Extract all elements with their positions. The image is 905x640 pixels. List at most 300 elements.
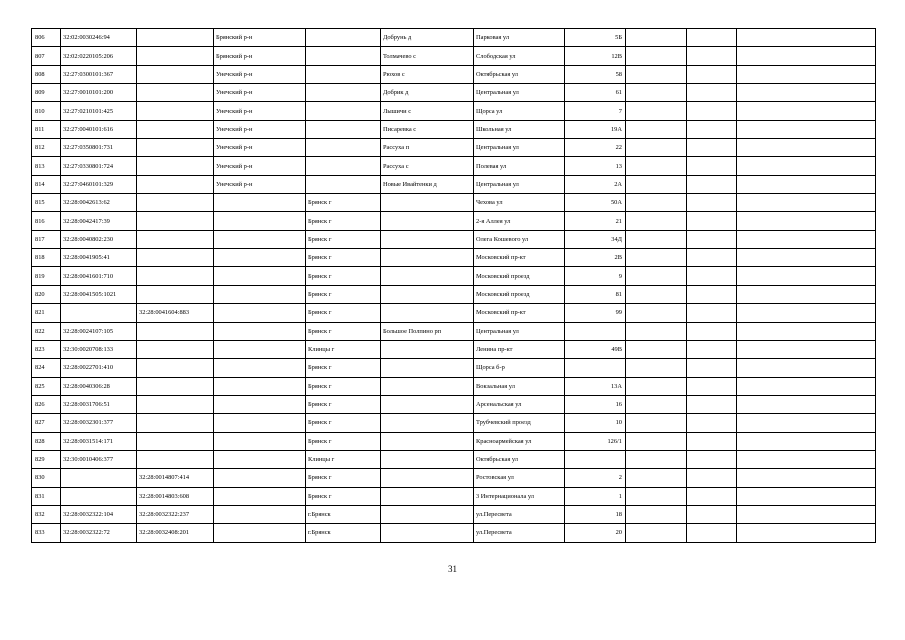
house-number-cell: 2	[565, 469, 626, 487]
street-cell: Московский пр-кт	[474, 249, 565, 267]
extra-2-cell	[687, 29, 737, 47]
row-number-cell: 812	[32, 139, 61, 157]
extra-1-cell	[626, 120, 687, 138]
table-row	[32, 469, 876, 487]
district-cell	[214, 249, 306, 267]
district-cell	[214, 395, 306, 413]
extra-2-cell	[687, 505, 737, 523]
table-row	[32, 194, 876, 212]
cadastral-number-alt-cell	[137, 414, 214, 432]
street-cell: Октябрьская ул	[474, 450, 565, 468]
row-number-cell: 831	[32, 487, 61, 505]
extra-1-cell	[626, 139, 687, 157]
city-cell: Брянск г	[306, 395, 381, 413]
city-cell	[306, 120, 381, 138]
extra-3-cell	[737, 249, 876, 267]
cadastral-number-cell: 32:27:0460101:329	[61, 175, 137, 193]
city-cell	[306, 102, 381, 120]
house-number-cell: 12В	[565, 47, 626, 65]
cadastral-number-cell: 32:27:0010101:200	[61, 84, 137, 102]
city-cell	[306, 139, 381, 157]
extra-2-cell	[687, 322, 737, 340]
settlement-cell: Толмачево с	[381, 47, 474, 65]
extra-1-cell	[626, 487, 687, 505]
extra-2-cell	[687, 84, 737, 102]
cadastral-number-alt-cell	[137, 84, 214, 102]
cadastral-number-alt-cell	[137, 212, 214, 230]
settlement-cell	[381, 505, 474, 523]
settlement-cell	[381, 524, 474, 542]
row-number-cell: 817	[32, 230, 61, 248]
house-number-cell: 81	[565, 285, 626, 303]
row-number-cell: 807	[32, 47, 61, 65]
district-cell	[214, 450, 306, 468]
cadastral-number-cell: 32:28:0022701:410	[61, 359, 137, 377]
cadastral-number-cell: 32:30:0010406:377	[61, 450, 137, 468]
extra-2-cell	[687, 194, 737, 212]
cadastral-number-alt-cell: 32:28:0014807:414	[137, 469, 214, 487]
row-number-cell: 815	[32, 194, 61, 212]
street-cell: Центральная ул	[474, 84, 565, 102]
extra-2-cell	[687, 267, 737, 285]
extra-1-cell	[626, 230, 687, 248]
extra-1-cell	[626, 414, 687, 432]
extra-2-cell	[687, 377, 737, 395]
extra-2-cell	[687, 102, 737, 120]
extra-3-cell	[737, 157, 876, 175]
district-cell	[214, 340, 306, 358]
district-cell	[214, 377, 306, 395]
cadastral-number-cell: 32:27:0210101:425	[61, 102, 137, 120]
extra-2-cell	[687, 212, 737, 230]
cadastral-number-cell: 32:28:0031706:51	[61, 395, 137, 413]
cadastral-number-alt-cell	[137, 285, 214, 303]
table-row	[32, 432, 876, 450]
street-cell: Щорса ул	[474, 102, 565, 120]
street-cell: 3 Интернационала ул	[474, 487, 565, 505]
cadastral-number-cell: 32:27:0300101:367	[61, 65, 137, 83]
cadastral-number-alt-cell	[137, 29, 214, 47]
extra-3-cell	[737, 120, 876, 138]
city-cell: Брянск г	[306, 230, 381, 248]
district-cell: Унечский р-н	[214, 84, 306, 102]
row-number-cell: 811	[32, 120, 61, 138]
table-row	[32, 175, 876, 193]
district-cell	[214, 505, 306, 523]
house-number-cell: 34Д	[565, 230, 626, 248]
street-cell: Полевая ул	[474, 157, 565, 175]
row-number-cell: 826	[32, 395, 61, 413]
settlement-cell	[381, 469, 474, 487]
house-number-cell: 7	[565, 102, 626, 120]
cadastral-number-alt-cell	[137, 395, 214, 413]
extra-1-cell	[626, 359, 687, 377]
street-cell: Московский проезд	[474, 267, 565, 285]
extra-2-cell	[687, 65, 737, 83]
page-number: 31	[448, 564, 457, 574]
extra-3-cell	[737, 487, 876, 505]
extra-2-cell	[687, 47, 737, 65]
table-row	[32, 359, 876, 377]
district-cell: Унечский р-н	[214, 175, 306, 193]
street-cell: Центральная ул	[474, 139, 565, 157]
row-number-cell: 816	[32, 212, 61, 230]
cadastral-number-alt-cell	[137, 102, 214, 120]
extra-2-cell	[687, 285, 737, 303]
extra-3-cell	[737, 524, 876, 542]
district-cell	[214, 524, 306, 542]
district-cell: Унечский р-н	[214, 102, 306, 120]
extra-2-cell	[687, 414, 737, 432]
table-row	[32, 285, 876, 303]
district-cell	[214, 212, 306, 230]
extra-3-cell	[737, 450, 876, 468]
extra-2-cell	[687, 524, 737, 542]
city-cell	[306, 175, 381, 193]
cadastral-number-alt-cell	[137, 120, 214, 138]
row-number-cell: 823	[32, 340, 61, 358]
house-number-cell: 2В	[565, 249, 626, 267]
extra-2-cell	[687, 359, 737, 377]
settlement-cell: Большое Полпино рп	[381, 322, 474, 340]
city-cell: Клинцы г	[306, 450, 381, 468]
cadastral-number-cell: 32:28:0040802:230	[61, 230, 137, 248]
cadastral-number-alt-cell	[137, 322, 214, 340]
extra-2-cell	[687, 304, 737, 322]
row-number-cell: 828	[32, 432, 61, 450]
settlement-cell	[381, 450, 474, 468]
extra-1-cell	[626, 469, 687, 487]
table-row	[32, 395, 876, 413]
district-cell	[214, 487, 306, 505]
settlement-cell	[381, 285, 474, 303]
table-row	[32, 120, 876, 138]
cadastral-number-alt-cell	[137, 230, 214, 248]
house-number-cell: 13	[565, 157, 626, 175]
district-cell: Брянский р-н	[214, 29, 306, 47]
city-cell: Брянск г	[306, 304, 381, 322]
settlement-cell: Рассуха п	[381, 139, 474, 157]
row-number-cell: 832	[32, 505, 61, 523]
street-cell: 2-я Аллея ул	[474, 212, 565, 230]
extra-1-cell	[626, 84, 687, 102]
cadastral-number-alt-cell	[137, 340, 214, 358]
cadastral-number-cell: 32:28:0032322:104	[61, 505, 137, 523]
cadastral-number-alt-cell	[137, 450, 214, 468]
settlement-cell	[381, 414, 474, 432]
row-number-cell: 808	[32, 65, 61, 83]
house-number-cell: 9	[565, 267, 626, 285]
cadastral-number-cell: 32:28:0042613:62	[61, 194, 137, 212]
house-number-cell	[565, 359, 626, 377]
city-cell: Брянск г	[306, 469, 381, 487]
registry-table	[31, 28, 876, 543]
row-number-cell: 814	[32, 175, 61, 193]
city-cell: Брянск г	[306, 267, 381, 285]
cadastral-number-cell: 32:28:0024107:105	[61, 322, 137, 340]
city-cell: г.Брянск	[306, 524, 381, 542]
cadastral-number-cell	[61, 469, 137, 487]
cadastral-number-cell: 32:28:0041601:710	[61, 267, 137, 285]
cadastral-number-alt-cell	[137, 194, 214, 212]
cadastral-number-alt-cell	[137, 157, 214, 175]
house-number-cell: 50А	[565, 194, 626, 212]
extra-3-cell	[737, 322, 876, 340]
table-row	[32, 414, 876, 432]
cadastral-number-alt-cell	[137, 65, 214, 83]
cadastral-number-cell: 32:28:0031514:171	[61, 432, 137, 450]
extra-3-cell	[737, 505, 876, 523]
extra-3-cell	[737, 230, 876, 248]
extra-2-cell	[687, 395, 737, 413]
city-cell	[306, 84, 381, 102]
district-cell	[214, 194, 306, 212]
extra-1-cell	[626, 377, 687, 395]
extra-2-cell	[687, 157, 737, 175]
extra-1-cell	[626, 47, 687, 65]
cadastral-number-alt-cell	[137, 267, 214, 285]
table-row	[32, 139, 876, 157]
settlement-cell	[381, 249, 474, 267]
city-cell: Брянск г	[306, 432, 381, 450]
registry-table-body	[32, 29, 876, 543]
district-cell: Унечский р-н	[214, 65, 306, 83]
row-number-cell: 824	[32, 359, 61, 377]
district-cell	[214, 230, 306, 248]
house-number-cell: 126/1	[565, 432, 626, 450]
street-cell: Центральная ул	[474, 175, 565, 193]
cadastral-number-cell	[61, 304, 137, 322]
settlement-cell: Рассуха с	[381, 157, 474, 175]
table-row	[32, 84, 876, 102]
city-cell	[306, 47, 381, 65]
row-number-cell: 825	[32, 377, 61, 395]
extra-1-cell	[626, 175, 687, 193]
table-row	[32, 47, 876, 65]
row-number-cell: 819	[32, 267, 61, 285]
extra-3-cell	[737, 84, 876, 102]
cadastral-number-cell: 32:27:0350801:731	[61, 139, 137, 157]
district-cell	[214, 469, 306, 487]
table-row	[32, 377, 876, 395]
city-cell: г.Брянск	[306, 505, 381, 523]
row-number-cell: 827	[32, 414, 61, 432]
extra-3-cell	[737, 102, 876, 120]
extra-3-cell	[737, 29, 876, 47]
extra-3-cell	[737, 395, 876, 413]
table-row	[32, 505, 876, 523]
district-cell	[214, 322, 306, 340]
table-row	[32, 304, 876, 322]
cadastral-number-cell: 32:28:0041905:41	[61, 249, 137, 267]
cadastral-number-alt-cell: 32:28:0041604:883	[137, 304, 214, 322]
extra-3-cell	[737, 175, 876, 193]
house-number-cell: 22	[565, 139, 626, 157]
house-number-cell: 2А	[565, 175, 626, 193]
row-number-cell: 822	[32, 322, 61, 340]
extra-2-cell	[687, 487, 737, 505]
cadastral-number-alt-cell	[137, 359, 214, 377]
district-cell	[214, 304, 306, 322]
cadastral-number-cell: 32:28:0041505:1021	[61, 285, 137, 303]
city-cell: Брянск г	[306, 414, 381, 432]
cadastral-number-cell: 32:30:0020708:133	[61, 340, 137, 358]
extra-1-cell	[626, 340, 687, 358]
city-cell: Брянск г	[306, 359, 381, 377]
house-number-cell: 1	[565, 487, 626, 505]
extra-3-cell	[737, 65, 876, 83]
district-cell	[214, 267, 306, 285]
extra-1-cell	[626, 267, 687, 285]
cadastral-number-cell: 32:28:0042417:39	[61, 212, 137, 230]
extra-2-cell	[687, 230, 737, 248]
extra-1-cell	[626, 395, 687, 413]
house-number-cell: 49В	[565, 340, 626, 358]
extra-2-cell	[687, 450, 737, 468]
settlement-cell	[381, 359, 474, 377]
table-row	[32, 65, 876, 83]
extra-1-cell	[626, 304, 687, 322]
street-cell: Вокзальная ул	[474, 377, 565, 395]
house-number-cell: 5Б	[565, 29, 626, 47]
extra-3-cell	[737, 359, 876, 377]
street-cell: Московский пр-кт	[474, 304, 565, 322]
settlement-cell	[381, 340, 474, 358]
row-number-cell: 810	[32, 102, 61, 120]
settlement-cell	[381, 230, 474, 248]
district-cell	[214, 359, 306, 377]
settlement-cell	[381, 432, 474, 450]
table-row	[32, 487, 876, 505]
extra-1-cell	[626, 524, 687, 542]
settlement-cell: Писаревка с	[381, 120, 474, 138]
extra-1-cell	[626, 322, 687, 340]
street-cell: Московский проезд	[474, 285, 565, 303]
house-number-cell: 61	[565, 84, 626, 102]
city-cell: Брянск г	[306, 322, 381, 340]
city-cell	[306, 157, 381, 175]
extra-3-cell	[737, 139, 876, 157]
street-cell: ул.Пересвета	[474, 505, 565, 523]
row-number-cell: 813	[32, 157, 61, 175]
row-number-cell: 818	[32, 249, 61, 267]
settlement-cell	[381, 304, 474, 322]
extra-3-cell	[737, 414, 876, 432]
table-row	[32, 450, 876, 468]
extra-1-cell	[626, 157, 687, 175]
settlement-cell: Добрунь д	[381, 29, 474, 47]
extra-3-cell	[737, 285, 876, 303]
house-number-cell: 20	[565, 524, 626, 542]
row-number-cell: 820	[32, 285, 61, 303]
city-cell: Брянск г	[306, 487, 381, 505]
table-row	[32, 29, 876, 47]
street-cell: Щорса б-р	[474, 359, 565, 377]
street-cell: Октябрьская ул	[474, 65, 565, 83]
extra-2-cell	[687, 340, 737, 358]
city-cell: Брянск г	[306, 212, 381, 230]
cadastral-number-alt-cell	[137, 377, 214, 395]
street-cell: ул.Пересвета	[474, 524, 565, 542]
row-number-cell: 809	[32, 84, 61, 102]
street-cell: Ленина пр-кт	[474, 340, 565, 358]
district-cell: Унечский р-н	[214, 157, 306, 175]
city-cell: Брянск г	[306, 285, 381, 303]
street-cell: Арсенальская ул	[474, 395, 565, 413]
city-cell: Клинцы г	[306, 340, 381, 358]
cadastral-number-alt-cell	[137, 175, 214, 193]
street-cell: Чехова ул	[474, 194, 565, 212]
house-number-cell: 21	[565, 212, 626, 230]
extra-1-cell	[626, 212, 687, 230]
cadastral-number-cell: 32:02:0030246:94	[61, 29, 137, 47]
row-number-cell: 833	[32, 524, 61, 542]
settlement-cell	[381, 377, 474, 395]
cadastral-number-cell: 32:28:0032322:72	[61, 524, 137, 542]
cadastral-number-cell: 32:28:0032301:377	[61, 414, 137, 432]
district-cell: Унечский р-н	[214, 120, 306, 138]
settlement-cell	[381, 194, 474, 212]
cadastral-number-cell: 32:27:0330801:724	[61, 157, 137, 175]
city-cell: Брянск г	[306, 377, 381, 395]
extra-1-cell	[626, 432, 687, 450]
cadastral-number-alt-cell: 32:28:0032322:237	[137, 505, 214, 523]
cadastral-number-alt-cell: 32:28:0032408:201	[137, 524, 214, 542]
extra-3-cell	[737, 304, 876, 322]
house-number-cell: 16	[565, 395, 626, 413]
extra-2-cell	[687, 469, 737, 487]
extra-3-cell	[737, 469, 876, 487]
street-cell: Слободская ул	[474, 47, 565, 65]
house-number-cell: 58	[565, 65, 626, 83]
city-cell: Брянск г	[306, 249, 381, 267]
table-row	[32, 267, 876, 285]
house-number-cell: 10	[565, 414, 626, 432]
street-cell: Центральная ул	[474, 322, 565, 340]
street-cell: Трубчевский проезд	[474, 414, 565, 432]
house-number-cell: 99	[565, 304, 626, 322]
extra-1-cell	[626, 29, 687, 47]
cadastral-number-alt-cell	[137, 432, 214, 450]
extra-3-cell	[737, 432, 876, 450]
extra-3-cell	[737, 212, 876, 230]
table-row	[32, 249, 876, 267]
settlement-cell: Новые Ивайтенки д	[381, 175, 474, 193]
house-number-cell: 19А	[565, 120, 626, 138]
street-cell: Ростовская ул	[474, 469, 565, 487]
house-number-cell: 13А	[565, 377, 626, 395]
cadastral-number-alt-cell	[137, 139, 214, 157]
city-cell	[306, 65, 381, 83]
district-cell	[214, 285, 306, 303]
district-cell	[214, 414, 306, 432]
row-number-cell: 821	[32, 304, 61, 322]
extra-3-cell	[737, 194, 876, 212]
house-number-cell	[565, 322, 626, 340]
extra-3-cell	[737, 377, 876, 395]
extra-2-cell	[687, 120, 737, 138]
table-row	[32, 322, 876, 340]
street-cell: Парковая ул	[474, 29, 565, 47]
table-row	[32, 212, 876, 230]
extra-1-cell	[626, 285, 687, 303]
row-number-cell: 806	[32, 29, 61, 47]
cadastral-number-cell: 32:28:0040306:28	[61, 377, 137, 395]
table-row	[32, 524, 876, 542]
row-number-cell: 830	[32, 469, 61, 487]
house-number-cell: 18	[565, 505, 626, 523]
table-row	[32, 102, 876, 120]
